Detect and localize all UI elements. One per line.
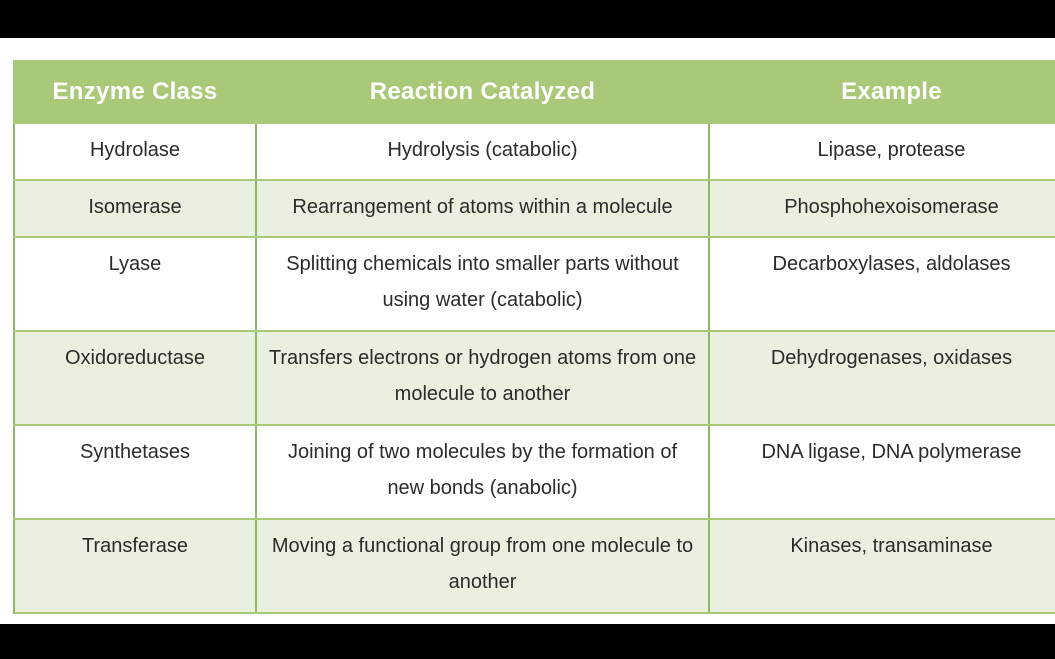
- enzyme-class-cell: Synthetases: [14, 425, 256, 519]
- table-row: [14, 180, 1055, 237]
- table-row: [14, 123, 1055, 180]
- reaction-cell: Joining of two molecules by the formation of new bonds (anabolic): [256, 425, 709, 519]
- example-cell: Decarboxylases, aldolases: [709, 237, 1055, 331]
- enzyme-class-cell: Hydrolase: [14, 123, 256, 180]
- enzyme-class-cell: Lyase: [14, 237, 256, 331]
- enzyme-class-cell: Transferase: [14, 519, 256, 613]
- example-cell: Dehydrogenases, oxidases: [709, 331, 1055, 425]
- reaction-cell: Moving a functional group from one molecule to another: [256, 519, 709, 613]
- enzyme-class-cell: Isomerase: [14, 180, 256, 237]
- example-cell: Kinases, transaminase: [709, 519, 1055, 613]
- example-cell: Lipase, protease: [709, 123, 1055, 180]
- table-row: [14, 237, 1055, 331]
- example-cell: Phosphohexoisomerase: [709, 180, 1055, 237]
- table-header-row: [14, 61, 1055, 123]
- enzyme-class-table: [13, 60, 1055, 614]
- table-row: [14, 331, 1055, 425]
- table-row: [14, 425, 1055, 519]
- enzyme-class-cell: Oxidoreductase: [14, 331, 256, 425]
- table-row: [14, 519, 1055, 613]
- example-cell: DNA ligase, DNA polymerase: [709, 425, 1055, 519]
- reaction-cell: Rearrangement of atoms within a molecule: [256, 180, 709, 237]
- slide: [0, 38, 1055, 624]
- reaction-cell: Splitting chemicals into smaller parts without using water (catabolic): [256, 237, 709, 331]
- header-enzyme-class: Enzyme Class: [14, 61, 256, 123]
- reaction-cell: Transfers electrons or hydrogen atoms from one molecule to another: [256, 331, 709, 425]
- header-reaction-catalyzed: Reaction Catalyzed: [256, 61, 709, 123]
- reaction-cell: Hydrolysis (catabolic): [256, 123, 709, 180]
- header-example: Example: [709, 61, 1055, 123]
